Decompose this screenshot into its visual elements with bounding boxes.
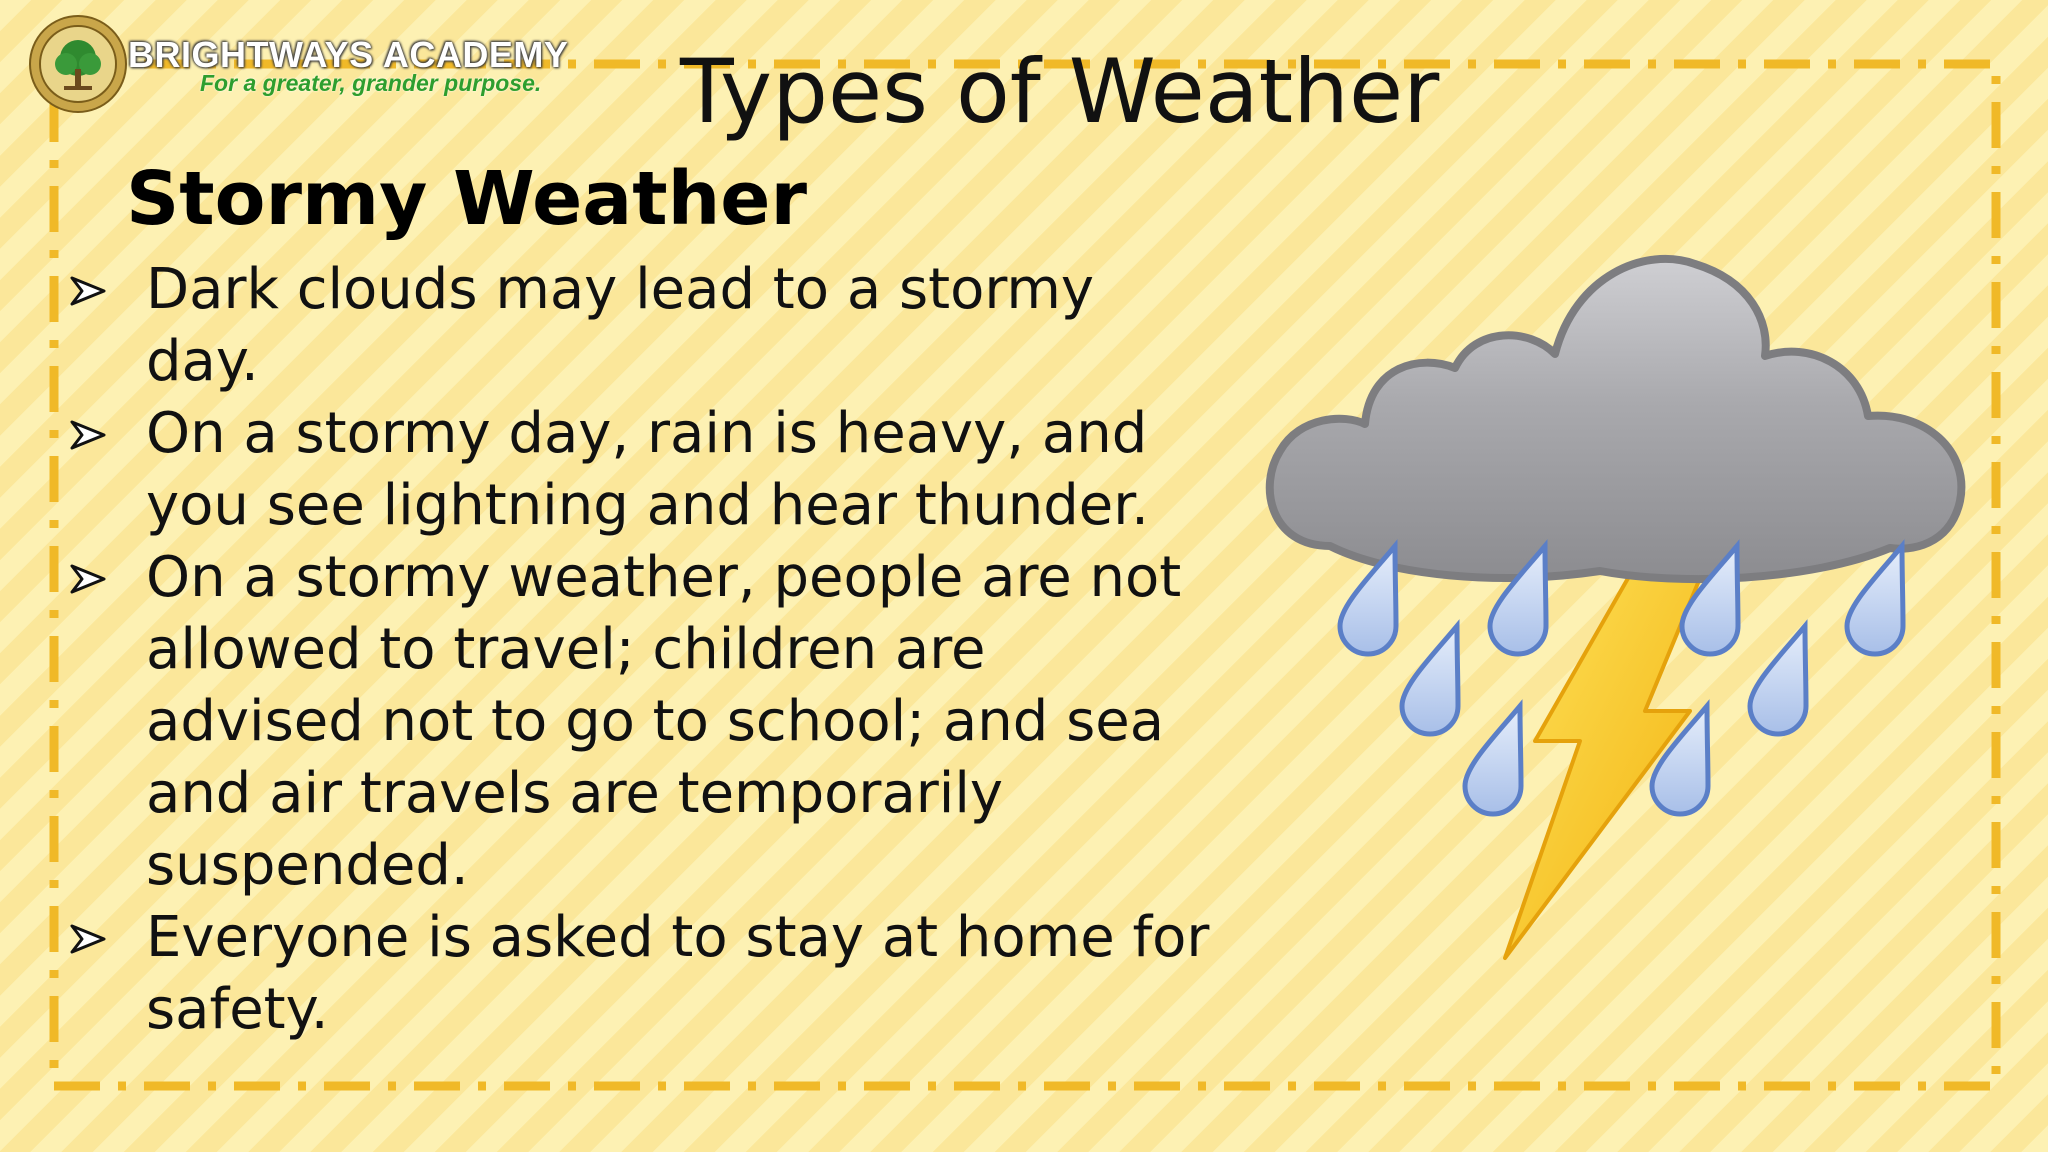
bullet-list bbox=[66, 254, 1216, 1046]
section-heading: Stormy Weather bbox=[126, 156, 807, 242]
bullet-text: On a stormy day, rain is heavy, and you see lightning and hear thunder. bbox=[146, 401, 1149, 538]
storm-cloud-lightning-rain-icon bbox=[1250, 236, 1990, 966]
academy-seal-logo bbox=[28, 14, 128, 114]
bullet-text: On a stormy weather, people are not allowed to travel; children are advised not to go to school; and sea and air travels are temporarily suspended. bbox=[146, 545, 1182, 898]
bullet-text: Dark clouds may lead to a stormy day. bbox=[146, 257, 1095, 394]
bullet-item bbox=[66, 542, 1216, 902]
bullet-item bbox=[66, 902, 1216, 1046]
arrowhead-bullet-icon bbox=[70, 564, 106, 594]
brand-tagline: For a greater, grander purpose. bbox=[200, 70, 542, 96]
bullet-item bbox=[66, 398, 1216, 542]
arrowhead-bullet-icon bbox=[70, 924, 106, 954]
bullet-item bbox=[66, 254, 1216, 398]
storm-cloud bbox=[1270, 259, 1962, 579]
arrowhead-bullet-icon bbox=[70, 420, 106, 450]
brand-name: BRIGHTWAYS ACADEMY bbox=[128, 34, 569, 75]
slide-title: Types of Weather bbox=[680, 40, 1440, 143]
bullet-text: Everyone is asked to stay at home for safety. bbox=[146, 905, 1210, 1042]
arrowhead-bullet-icon bbox=[70, 276, 106, 306]
